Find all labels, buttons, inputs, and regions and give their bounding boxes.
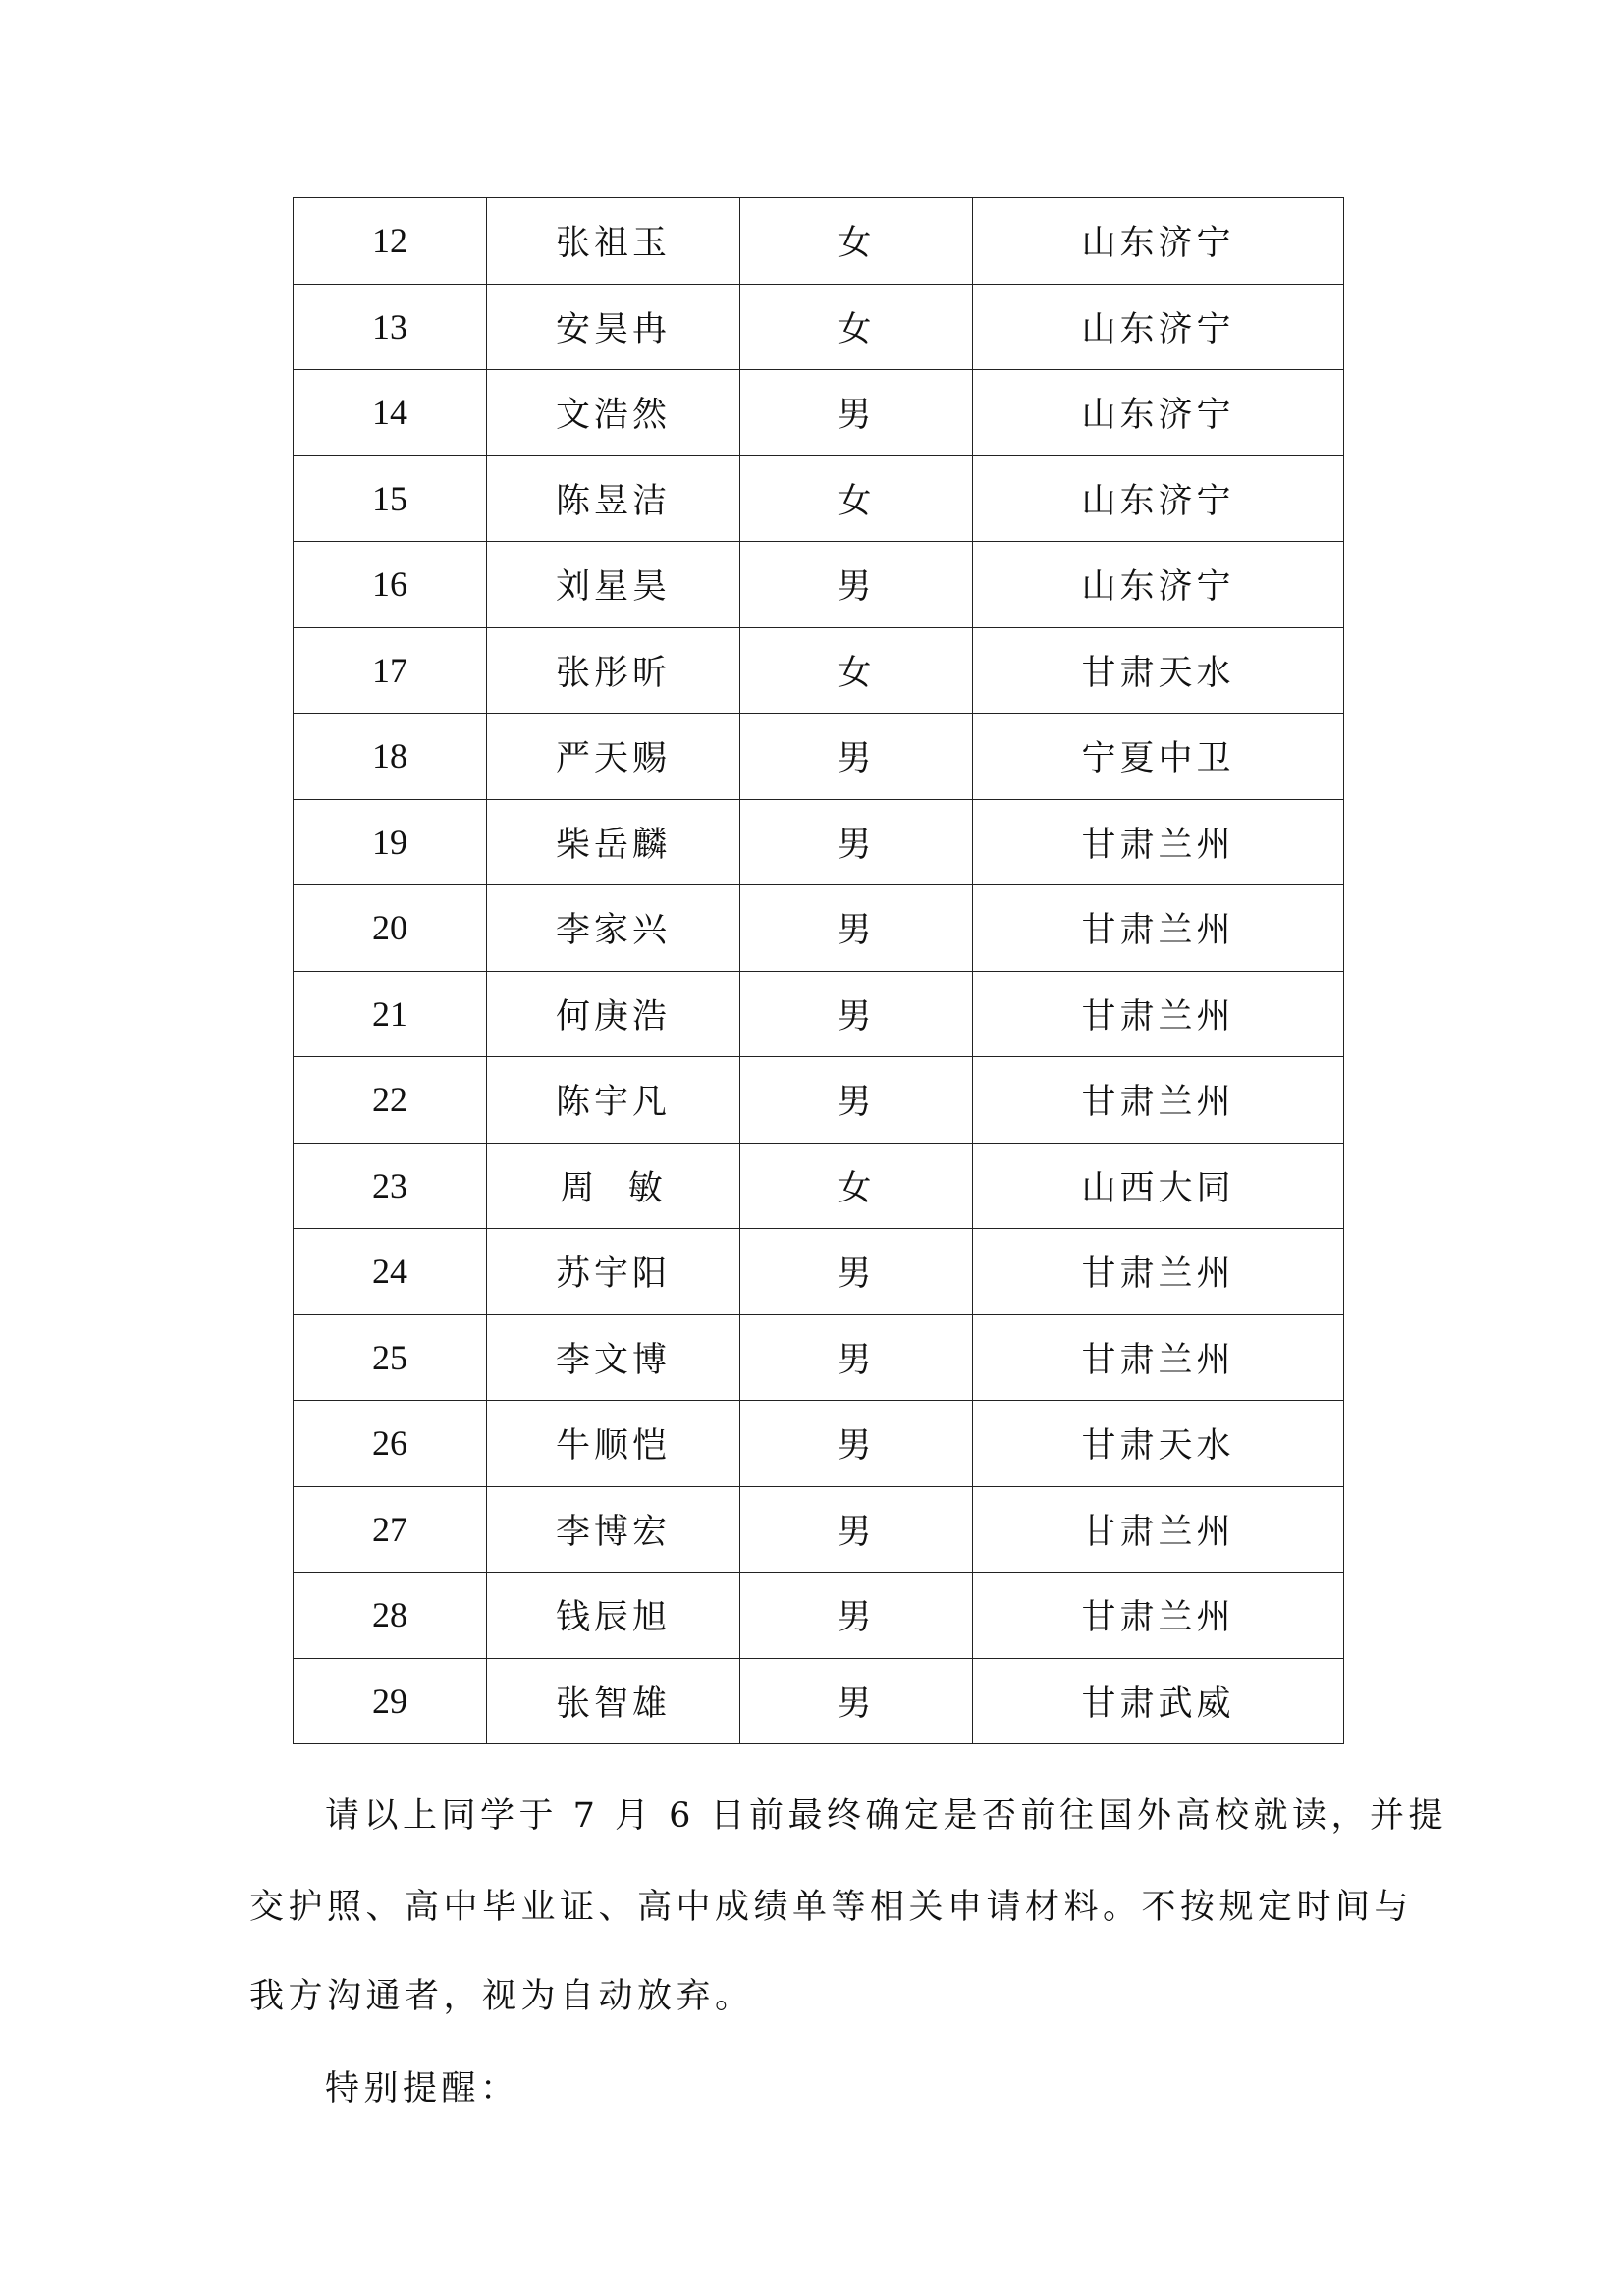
student-gender: 男 xyxy=(740,1486,973,1573)
student-name: 李文博 xyxy=(487,1314,740,1401)
row-number: 24 xyxy=(294,1229,487,1315)
student-gender: 女 xyxy=(740,198,973,285)
student-name: 文浩然 xyxy=(487,370,740,456)
student-gender: 男 xyxy=(740,799,973,885)
row-number: 26 xyxy=(294,1401,487,1487)
student-gender: 男 xyxy=(740,1401,973,1487)
student-origin: 甘肃武威 xyxy=(973,1658,1344,1744)
table-row xyxy=(294,1314,1344,1401)
notice-line-1: 请以上同学于 7 月 6 日前最终确定是否前往国外高校就读，并提 xyxy=(325,1796,1448,1836)
row-number: 18 xyxy=(294,714,487,800)
row-number: 12 xyxy=(294,198,487,285)
student-name: 李家兴 xyxy=(487,885,740,972)
student-name: 张智雄 xyxy=(487,1658,740,1744)
row-number: 29 xyxy=(294,1658,487,1744)
reminder-heading: 特别提醒： xyxy=(325,2069,519,2109)
student-gender: 女 xyxy=(740,284,973,370)
student-origin: 山西大同 xyxy=(973,1143,1344,1229)
table-row xyxy=(294,455,1344,542)
student-gender: 男 xyxy=(740,1314,973,1401)
student-origin: 山东济宁 xyxy=(973,455,1344,542)
student-name: 苏宇阳 xyxy=(487,1229,740,1315)
notice-line-2: 交护照、高中毕业证、高中成绩单等相关申请材料。不按规定时间与 xyxy=(249,1888,1414,1927)
student-gender: 女 xyxy=(740,455,973,542)
student-origin: 山东济宁 xyxy=(973,284,1344,370)
roster-body xyxy=(294,198,1344,1744)
student-origin: 甘肃兰州 xyxy=(973,1229,1344,1315)
student-name: 钱辰旭 xyxy=(487,1573,740,1659)
table-row xyxy=(294,542,1344,628)
table-row xyxy=(294,971,1344,1057)
row-number: 14 xyxy=(294,370,487,456)
student-origin: 山东济宁 xyxy=(973,370,1344,456)
student-name: 陈昱洁 xyxy=(487,455,740,542)
student-gender: 女 xyxy=(740,1143,973,1229)
table-row xyxy=(294,284,1344,370)
student-origin: 甘肃兰州 xyxy=(973,971,1344,1057)
student-origin: 甘肃兰州 xyxy=(973,1057,1344,1144)
table-row xyxy=(294,1143,1344,1229)
table-row xyxy=(294,714,1344,800)
row-number: 15 xyxy=(294,455,487,542)
row-number: 16 xyxy=(294,542,487,628)
student-origin: 甘肃兰州 xyxy=(973,799,1344,885)
table-row xyxy=(294,627,1344,714)
student-gender: 男 xyxy=(740,370,973,456)
table-row xyxy=(294,885,1344,972)
student-gender: 男 xyxy=(740,1057,973,1144)
row-number: 22 xyxy=(294,1057,487,1144)
student-gender: 男 xyxy=(740,1573,973,1659)
table-row xyxy=(294,198,1344,285)
row-number: 27 xyxy=(294,1486,487,1573)
student-origin: 甘肃兰州 xyxy=(973,885,1344,972)
student-gender: 男 xyxy=(740,1658,973,1744)
student-origin: 甘肃兰州 xyxy=(973,1573,1344,1659)
student-origin: 山东济宁 xyxy=(973,542,1344,628)
row-number: 17 xyxy=(294,627,487,714)
student-name: 陈宇凡 xyxy=(487,1057,740,1144)
student-gender: 男 xyxy=(740,885,973,972)
student-gender: 男 xyxy=(740,714,973,800)
notice-line-3: 我方沟通者，视为自动放弃。 xyxy=(249,1977,754,2016)
student-gender: 男 xyxy=(740,971,973,1057)
student-name: 李博宏 xyxy=(487,1486,740,1573)
student-name: 周 敏 xyxy=(487,1143,740,1229)
table-row xyxy=(294,1401,1344,1487)
student-name: 安昊冉 xyxy=(487,284,740,370)
student-origin: 甘肃兰州 xyxy=(973,1314,1344,1401)
table-row xyxy=(294,1057,1344,1144)
table-row xyxy=(294,799,1344,885)
table-row xyxy=(294,1486,1344,1573)
student-origin: 宁夏中卫 xyxy=(973,714,1344,800)
student-origin: 山东济宁 xyxy=(973,198,1344,285)
student-gender: 男 xyxy=(740,542,973,628)
table-row xyxy=(294,1229,1344,1315)
student-name: 张祖玉 xyxy=(487,198,740,285)
row-number: 23 xyxy=(294,1143,487,1229)
row-number: 25 xyxy=(294,1314,487,1401)
student-gender: 女 xyxy=(740,627,973,714)
student-name: 何庚浩 xyxy=(487,971,740,1057)
student-name: 张彤昕 xyxy=(487,627,740,714)
table-row xyxy=(294,1658,1344,1744)
row-number: 13 xyxy=(294,284,487,370)
row-number: 20 xyxy=(294,885,487,972)
student-origin: 甘肃天水 xyxy=(973,1401,1344,1487)
student-gender: 男 xyxy=(740,1229,973,1315)
student-name: 柴岳麟 xyxy=(487,799,740,885)
table-row xyxy=(294,1573,1344,1659)
table-row xyxy=(294,370,1344,456)
student-name: 牛顺恺 xyxy=(487,1401,740,1487)
row-number: 21 xyxy=(294,971,487,1057)
student-origin: 甘肃兰州 xyxy=(973,1486,1344,1573)
row-number: 28 xyxy=(294,1573,487,1659)
student-name: 刘星昊 xyxy=(487,542,740,628)
row-number: 19 xyxy=(294,799,487,885)
student-name: 严天赐 xyxy=(487,714,740,800)
student-roster-table xyxy=(293,197,1344,1744)
student-origin: 甘肃天水 xyxy=(973,627,1344,714)
